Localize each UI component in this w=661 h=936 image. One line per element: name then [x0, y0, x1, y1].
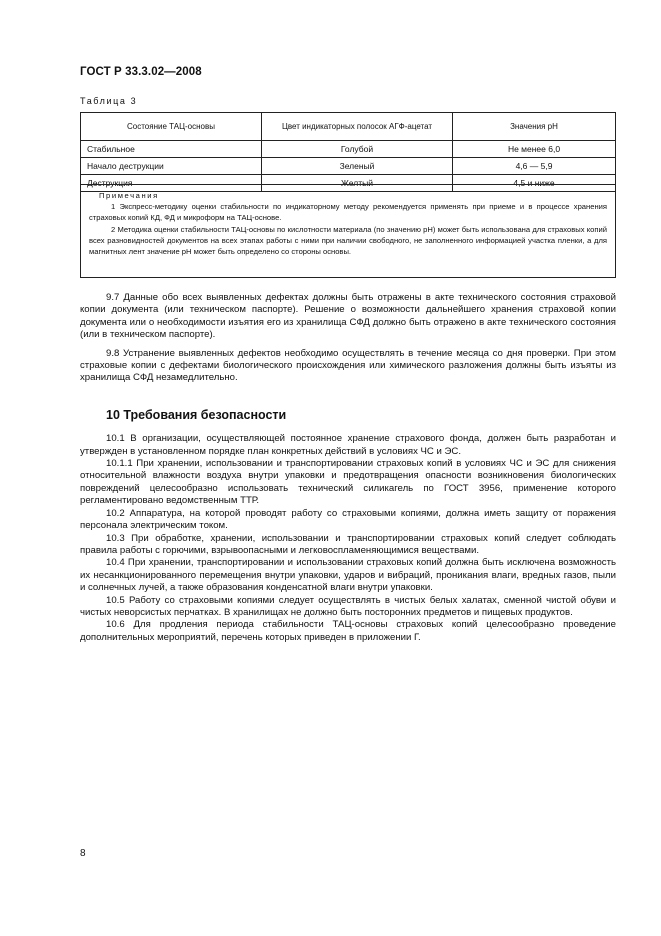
- paragraph: 10.2 Аппаратура, на которой проводят работу со страховыми копиями, должна иметь защиту от поражения персонала электрическим током.: [80, 507, 616, 532]
- paragraph: 10.4 При хранении, транспортировании и использовании страховых копий должна быть исключена возможность их несанкционированного перемещения внутри упаковки, ударов и вибраций, проникания влаги, вредных газов, пыли и солнечных лучей, а также образования конденсатной влаги внутри упаковки.: [80, 557, 616, 594]
- paragraph: 10.6 Для продления периода стабильности ТАЦ-основы страховых копий целесообразно проведение дополнительных мероприятий, перечень которых приведен в приложении Г.: [80, 619, 616, 643]
- page-number: 8: [80, 848, 86, 859]
- table-cell: 4,5 и ниже: [453, 175, 616, 192]
- table-cell: Деструкция: [81, 175, 262, 192]
- table-cell: Начало деструкции: [81, 158, 262, 175]
- table-notes: [80, 184, 616, 278]
- section-title: 10 Требования безопасности: [106, 407, 287, 422]
- table-cell: Голубой: [262, 141, 453, 158]
- table-cell: Зеленый: [262, 158, 453, 175]
- column-header: Состояние ТАЦ-основы: [81, 113, 262, 141]
- table-cell: Не менее 6,0: [453, 141, 616, 158]
- paragraph: 9.8 Устранение выявленных дефектов необходимо осуществлять в течение месяца со дня проверки. При этом страховые копии с дефектами биологического происхождения или химического разложения должны быть изъяты из хранилища СФД незамедлительно.: [80, 347, 616, 384]
- column-header: Цвет индикаторных полосок АГФ-ацетат: [262, 113, 453, 141]
- table-header-row: [81, 113, 616, 141]
- table-row: [81, 141, 616, 158]
- paragraph: 10.3 При обработке, хранении, использовании и транспортировании страховых копий следует соблюдать правила работы с горючими, взрывоопасными и легковоспламеняющимися веществами.: [80, 532, 616, 556]
- note-item: 2 Методика оценки стабильности ТАЦ-основы по кислотности материала (по значению рН) может быть использована для страховых копий всех разновидностей документов на всех этапах работы с ними при наличии свободного, не заполненного информацией участка пленки, а для магнитных лент значение рН может быть определено со стороны основы.: [89, 224, 607, 257]
- document-code: ГОСТ Р 33.3.02—2008: [80, 66, 202, 78]
- table-row: [81, 158, 616, 175]
- notes-title: Примечания: [99, 191, 159, 200]
- table-cell: Стабильное: [81, 141, 262, 158]
- table-cell: Желтый: [262, 175, 453, 192]
- column-header: Значения рН: [453, 113, 616, 141]
- body-text: [80, 292, 616, 644]
- note-item: 1 Экспресс-методику оценки стабильности по индикаторному методу рекомендуется применять при приеме и в процессе хранения страховых копий КД, ФД и микроформ на ТАЦ-основе.: [89, 202, 607, 223]
- ph-table: [80, 112, 616, 192]
- paragraph: 10.1.1 При хранении, использовании и транспортировании страховых копий в условиях ЧС и ЭС для снижения относительной влажности воздуха внутри упаковки и предотвращения опасности возникновения биологических повреждений целесообразно использовать технический силикагель по ГОСТ 3956, применение которого регламентировано ведомственным ТТР.: [80, 458, 616, 507]
- table-caption: Таблица 3: [80, 96, 138, 106]
- paragraph: 10.1 В организации, осуществляющей постоянное хранение страхового фонда, должен быть разработан и утвержден в установленном порядке план конкретных действий в условиях ЧС и ЭС.: [80, 433, 616, 457]
- paragraph: 10.5 Работу со страховыми копиями следует осуществлять в чистых белых халатах, сменной чистой обуви и чистых неворсистых перчатках. В хранилищах не должно быть посторонних предметов и пищевых продуктов.: [80, 594, 616, 618]
- paragraph: 9.7 Данные обо всех выявленных дефектах должны быть отражены в акте технического состояния страховой копии документа (или техническом паспорте). Решение о возможности дальнейшего хранения страховой копии документа или о необходимости изъятия его из хранилища СФД должно быть отражено в акте технического состояния (или в техническом паспорте).: [80, 292, 616, 341]
- table-cell: 4,6 — 5,9: [453, 158, 616, 175]
